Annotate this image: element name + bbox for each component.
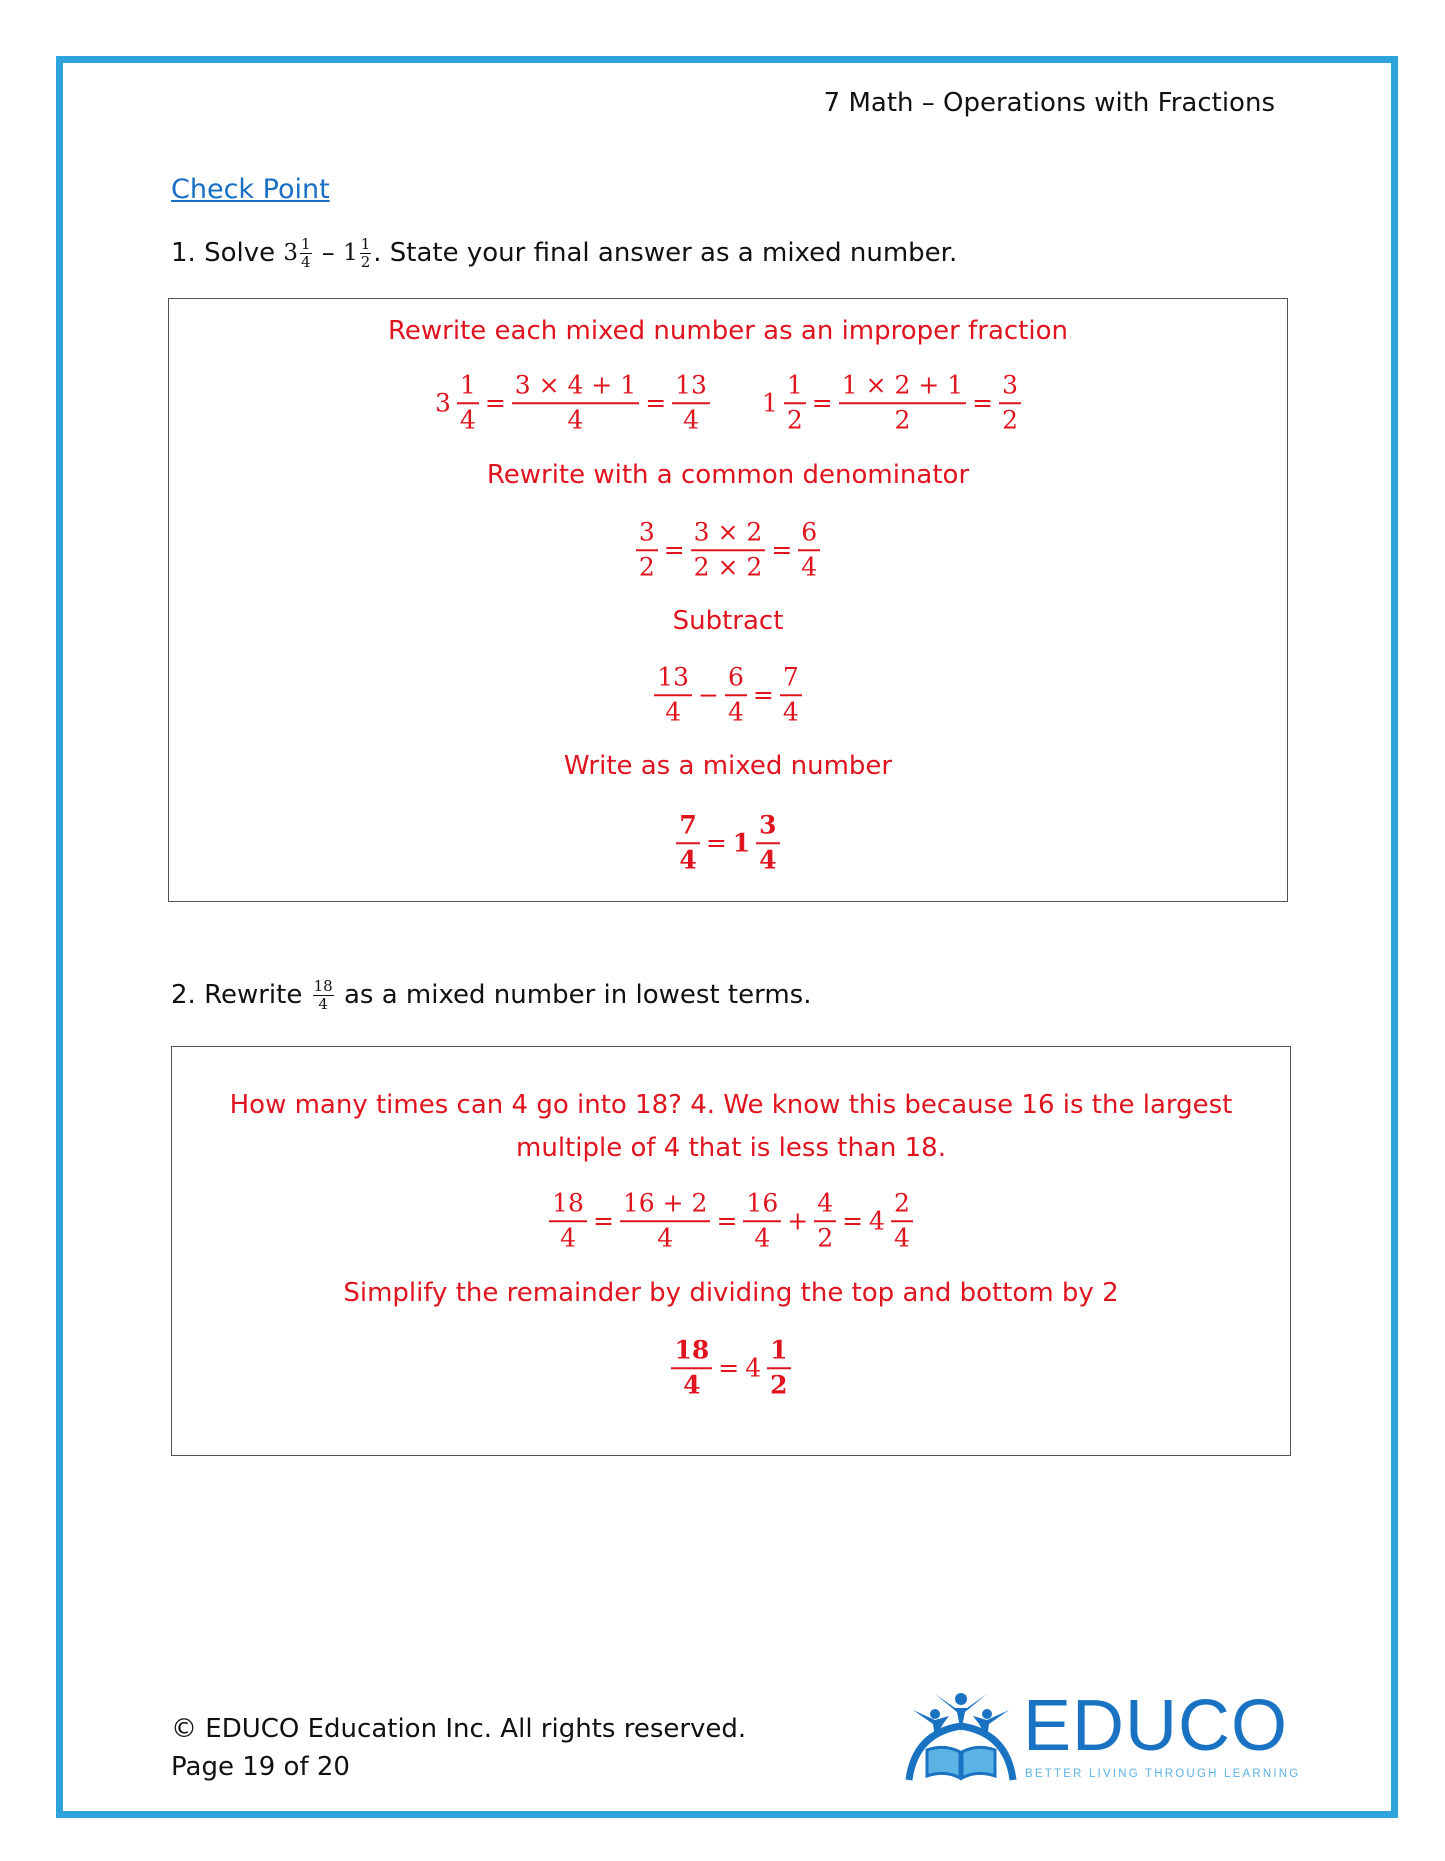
q1-whole-a: 3 <box>283 240 298 266</box>
denominator: 4 <box>657 1223 674 1252</box>
denominator: 4 <box>665 697 682 726</box>
denominator: 2 <box>894 405 911 434</box>
q2-fraction <box>313 978 334 1012</box>
numerator: 1 <box>784 371 806 404</box>
q1-fraction-a <box>300 236 312 270</box>
fraction <box>672 371 710 435</box>
educo-people-book-icon <box>905 1688 1017 1788</box>
denominator: 4 <box>459 405 476 434</box>
denominator: 4 <box>893 1223 910 1252</box>
numerator: 13 <box>672 371 710 404</box>
denominator: 2 <box>638 552 655 581</box>
numerator: 6 <box>798 518 820 551</box>
question-1 <box>171 236 957 270</box>
numerator: 13 <box>654 663 692 696</box>
math-symbol: = <box>811 388 833 418</box>
math-expression <box>676 811 779 875</box>
numerator: 3 × 4 + 1 <box>512 371 639 404</box>
logo-tagline: BETTER LIVING THROUGH LEARNING <box>1025 1768 1301 1780</box>
denominator: 2 <box>770 1370 788 1399</box>
denominator: 2 <box>786 405 803 434</box>
copyright: © EDUCO Education Inc. All rights reserved. <box>171 1714 747 1744</box>
fraction <box>767 1336 790 1400</box>
denominator: 4 <box>801 552 818 581</box>
math-row <box>172 1189 1290 1253</box>
math-symbol: = <box>484 388 506 418</box>
math-symbol: = <box>716 1206 738 1236</box>
numerator: 18 <box>313 977 333 995</box>
answer-box-1 <box>168 298 1288 902</box>
step-label: Write as a mixed number <box>563 751 893 781</box>
math-symbol: 3 <box>435 388 451 418</box>
math-symbol: 1 <box>761 388 778 418</box>
fraction <box>512 371 639 435</box>
numerator: 1 <box>767 1336 790 1369</box>
math-symbol: = <box>645 388 667 418</box>
denominator: 4 <box>679 845 697 874</box>
math-symbol: 4 <box>745 1353 762 1383</box>
fraction <box>798 518 820 582</box>
numerator: 1 × 2 + 1 <box>839 371 966 404</box>
educo-logo <box>905 1686 1301 1788</box>
q1-prefix: 1. Solve <box>171 238 284 268</box>
denominator: 4 <box>728 697 744 726</box>
fraction <box>671 1336 712 1400</box>
math-row <box>169 371 1287 435</box>
fraction <box>756 811 779 875</box>
denominator: 2 <box>360 252 371 271</box>
fraction <box>654 663 692 727</box>
math-symbol: = <box>592 1206 614 1236</box>
fraction <box>784 371 806 435</box>
math-expression <box>435 371 710 435</box>
denominator: 2 <box>1002 405 1018 434</box>
step-label: Rewrite each mixed number as an improper fraction <box>388 316 1068 346</box>
q2-prefix: 2. Rewrite <box>171 980 311 1010</box>
fraction <box>457 371 479 435</box>
numerator: 18 <box>549 1189 587 1222</box>
numerator: 3 <box>999 371 1021 404</box>
math-row <box>169 518 1287 582</box>
denominator: 2 × 2 <box>693 552 763 581</box>
denominator: 4 <box>754 1223 771 1252</box>
math-symbol: = <box>705 828 727 858</box>
denominator: 4 <box>560 1223 576 1252</box>
denominator: 2 <box>817 1223 834 1252</box>
math-row <box>172 1336 1290 1400</box>
fraction <box>691 518 766 582</box>
math-symbol: 1 <box>732 828 751 858</box>
step-label: Simplify the remainder by dividing the top and bottom by 2 <box>343 1278 1119 1308</box>
math-row <box>169 811 1287 875</box>
denominator: 4 <box>318 994 328 1013</box>
fraction <box>780 663 802 727</box>
numerator: 7 <box>780 663 802 696</box>
explanation-line-2: multiple of 4 that is less than 18. <box>516 1133 946 1163</box>
math-symbol: = <box>752 680 774 710</box>
q2-suffix: as a mixed number in lowest terms. <box>335 980 812 1010</box>
section-title: Check Point <box>171 174 330 205</box>
fraction <box>999 371 1021 435</box>
q1-minus: – <box>313 238 344 268</box>
numerator: 18 <box>671 1336 712 1369</box>
step-label: Subtract <box>672 606 784 636</box>
math-symbol: = <box>718 1353 740 1383</box>
fraction <box>725 663 747 727</box>
fraction <box>676 811 699 875</box>
math-row <box>169 663 1287 727</box>
math-symbol: = <box>972 388 994 418</box>
question-2 <box>171 978 811 1012</box>
fraction <box>636 518 658 582</box>
numerator: 4 <box>814 1189 836 1222</box>
denominator: 4 <box>301 252 311 271</box>
denominator: 4 <box>759 845 777 874</box>
denominator: 4 <box>683 1370 701 1399</box>
explanation-line-1: How many times can 4 go into 18? 4. We know this because 16 is the largest <box>229 1090 1233 1120</box>
numerator: 3 <box>756 811 779 844</box>
numerator: 3 × 2 <box>691 518 766 551</box>
denominator: 4 <box>782 697 799 726</box>
numerator: 6 <box>725 663 747 696</box>
numerator: 3 <box>636 518 658 551</box>
numerator: 7 <box>676 811 699 844</box>
numerator: 2 <box>891 1189 913 1222</box>
math-expression <box>549 1189 913 1253</box>
fraction <box>891 1189 913 1253</box>
math-symbol: = <box>842 1206 864 1236</box>
q1-suffix: . State your final answer as a mixed number. <box>373 238 958 268</box>
q1-fraction-b <box>360 236 372 270</box>
math-expression <box>762 371 1021 435</box>
numerator: 1 <box>301 235 311 253</box>
math-symbol: = <box>771 535 793 565</box>
document-header: 7 Math – Operations with Fractions <box>823 88 1275 118</box>
numerator: 1 <box>457 371 479 404</box>
numerator: 1 <box>360 235 371 253</box>
math-expression <box>654 663 802 727</box>
math-expression <box>671 1336 790 1400</box>
answer-box-2 <box>171 1046 1291 1456</box>
math-symbol: − <box>698 680 719 710</box>
math-symbol: 4 <box>869 1206 885 1236</box>
fraction <box>549 1189 587 1253</box>
fraction <box>743 1189 781 1253</box>
numerator: 16 + 2 <box>620 1189 711 1222</box>
fraction <box>620 1189 711 1253</box>
page-number: Page 19 of 20 <box>171 1752 350 1782</box>
denominator: 4 <box>567 405 584 434</box>
fraction <box>814 1189 836 1253</box>
q1-whole-b: 1 <box>343 240 358 266</box>
math-symbol: = <box>663 535 685 565</box>
math-expression <box>636 518 820 582</box>
fraction <box>839 371 966 435</box>
math-symbol: + <box>787 1206 809 1236</box>
logo-wordmark: EDUCO <box>1023 1686 1289 1766</box>
denominator: 4 <box>683 405 699 434</box>
step-label: Rewrite with a common denominator <box>486 460 970 490</box>
numerator: 16 <box>743 1189 781 1222</box>
